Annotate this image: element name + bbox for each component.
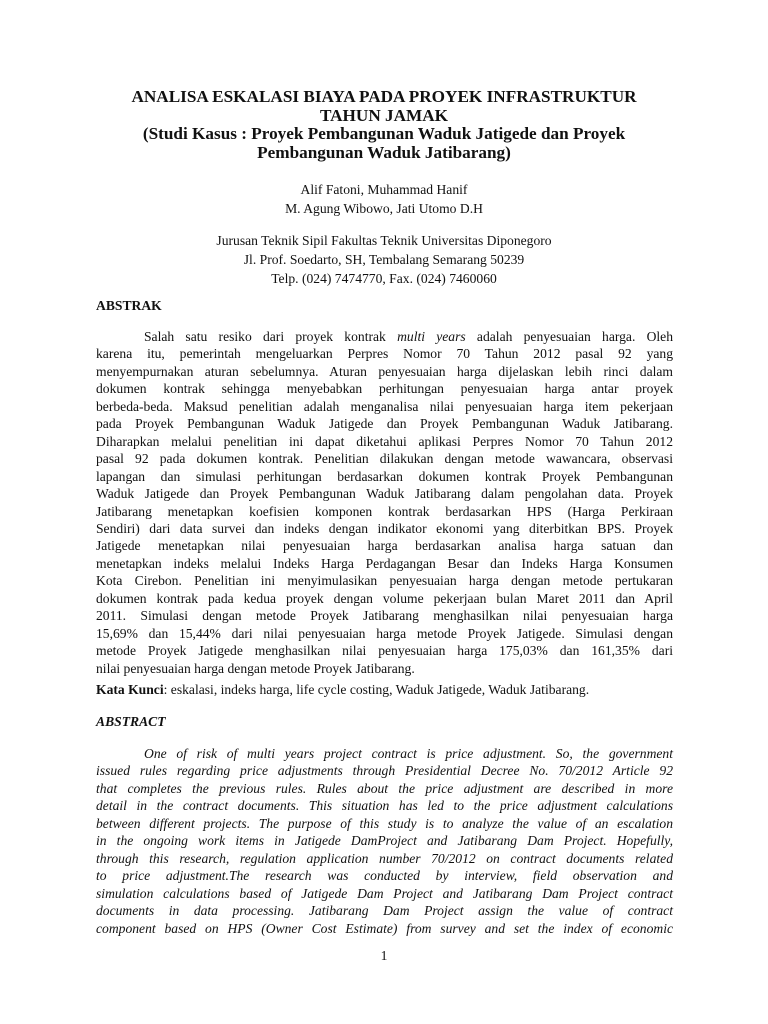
abstract-line: simulation calculations based of Jatigede Dam Project and Jatibarang Dam Project contract — [96, 885, 673, 901]
abstrak-line: Diharapkan melalui penelitian ini dapat diketahui aplikasi Perpres Nomor 70 Tahun 2012 — [96, 433, 673, 449]
abstract-line: that completes the previous rules. Rules about the price adjustment are described in more — [96, 780, 673, 796]
keywords-label: Kata Kunci — [96, 682, 164, 697]
abstract-line: through this research, regulation application number 70/2012 on contract documents related — [96, 850, 673, 866]
abstract-line: to price adjustment.The research was conducted by interview, field observation and — [96, 868, 673, 884]
abstrak-line: pada Proyek Pembangunan Waduk Jatigede dan Proyek Pembangunan Waduk Jatibarang. — [96, 416, 673, 432]
abstrak-line: metode Proyek Jatigede menghasilkan nilai penyesuaian harga 175,03% dan 161,35% dari — [96, 643, 673, 659]
abstract-line: documents in data processing. Jatibarang Dam Project assign the value of contract — [96, 903, 673, 919]
abstrak-first-pre: Salah satu resiko dari proyek kontrak — [144, 329, 386, 344]
abstract-body — [96, 745, 673, 937]
abstrak-line: dokumen kontrak pada kedua proyek dengan volume pekerjaan bulan Maret 2011 dan April — [96, 590, 673, 606]
abstrak-line: karena itu, pemerintah mengeluarkan Perpres Nomor 70 Tahun 2012 pasal 92 yang — [96, 346, 673, 362]
abstract-line: One of risk of multi years project contract is price adjustment. So, the government — [144, 746, 673, 761]
abstract-line: between different projects. The purpose of this study is to analyze the value of an escalation — [96, 815, 673, 831]
abstrak-line: Jatibarang menetapkan koefisien komponen kontrak berdasarkan HPS (Harga Perkiraan — [96, 503, 673, 519]
abstrak-line: 2011. Simulasi dengan metode Proyek Jatibarang menghasilkan nilai penyesuaian harga — [96, 608, 673, 624]
abstrak-line: Sendiri) dari data survei dan indeks dengan indikator ekonomi yang diterbitkan BPS. Proyek — [96, 520, 673, 536]
affiliation-line-2: Jl. Prof. Soedarto, SH, Tembalang Semarang 50239 — [243, 252, 525, 267]
abstract-line: issued rules regarding price adjustments through Presidential Decree No. 70/2012 Article 92 — [96, 763, 673, 779]
abstrak-body — [96, 328, 673, 677]
abstrak-line: dokumen kontrak sehingga menyebabkan perhitungan penyesuaian harga antar proyek — [96, 381, 673, 397]
abstract-line: detail in the contract documents. This situation has led to the price adjustment calculations — [96, 798, 673, 814]
abstrak-line: menyempurnakan aturan sebelumnya. Aturan penyesuaian harga dijelaskan lebih rinci dalam — [96, 363, 673, 379]
affiliation-line-1: Jurusan Teknik Sipil Fakultas Teknik Universitas Diponegoro — [216, 233, 552, 248]
affiliation-line-3: Telp. (024) 7474770, Fax. (024) 7460060 — [271, 271, 497, 286]
abstrak-line: Waduk Jatigede dan Proyek Pembangunan Waduk Jatibarang dalam pengolahan data. Proyek — [96, 486, 673, 502]
paper-title — [80, 88, 688, 162]
keywords — [96, 681, 589, 698]
author-line-2: M. Agung Wibowo, Jati Utomo D.H — [285, 201, 483, 216]
abstrak-line: Kota Cirebon. Penelitian ini menyimulasikan penyesuaian harga dengan metode pertukaran — [96, 573, 673, 589]
page-number: 1 — [380, 948, 388, 963]
abstrak-line: berbeda-beda. Maksud penelitian adalah menganalisa nilai penyesuaian harga item pekerjaan — [96, 398, 673, 414]
affiliation — [80, 231, 688, 288]
abstrak-first-line — [96, 328, 673, 345]
abstrak-line: 15,69% dan 15,44% dari nilai penyesuaian harga metode Proyek Jatigede. Simulasi dengan — [96, 625, 673, 641]
abstrak-heading: ABSTRAK — [96, 298, 162, 313]
abstract-heading: ABSTRACT — [96, 714, 166, 729]
abstract-line: in the ongoing work items in Jatigede DamProject and Jatibarang Dam Project. Hopefully, — [96, 833, 673, 849]
title-line-3: (Studi Kasus : Proyek Pembangunan Waduk Jatigede dan Proyek — [142, 124, 626, 144]
abstrak-first-emphasis: multi years — [397, 329, 466, 344]
title-line-1: ANALISA ESKALASI BIAYA PADA PROYEK INFRASTRUKTUR — [131, 87, 637, 106]
abstract-line: component based on HPS (Owner Cost Estimate) from survey and set the index of economic — [96, 920, 673, 936]
author-list — [80, 180, 688, 218]
title-line-2: TAHUN JAMAK — [319, 105, 449, 125]
abstrak-first-post: adalah penyesuaian harga. Oleh — [476, 329, 674, 344]
abstrak-line: Jatigede menetapkan nilai penyesuaian harga berdasarkan analisa harga satuan dan — [96, 538, 673, 554]
keywords-text: : eskalasi, indeks harga, life cycle costing, Waduk Jatigede, Waduk Jatibarang. — [163, 682, 590, 697]
abstrak-line: menetapkan indeks melalui Indeks Harga Perdagangan Besar dan Indeks Harga Konsumen — [96, 555, 673, 571]
author-line-1: Alif Fatoni, Muhammad Hanif — [300, 182, 468, 197]
abstrak-line: nilai penyesuaian harga dengan metode Proyek Jatibarang. — [96, 660, 415, 676]
title-line-4: Pembangunan Waduk Jatibarang) — [257, 142, 511, 162]
abstrak-line: pasal 92 pada dokumen kontrak. Penelitian dilakukan dengan metode wawancara, observasi — [96, 451, 673, 467]
abstrak-line: lapangan dan simulasi perhitungan berdasarkan dokumen kontrak Proyek Pembangunan — [96, 468, 673, 484]
